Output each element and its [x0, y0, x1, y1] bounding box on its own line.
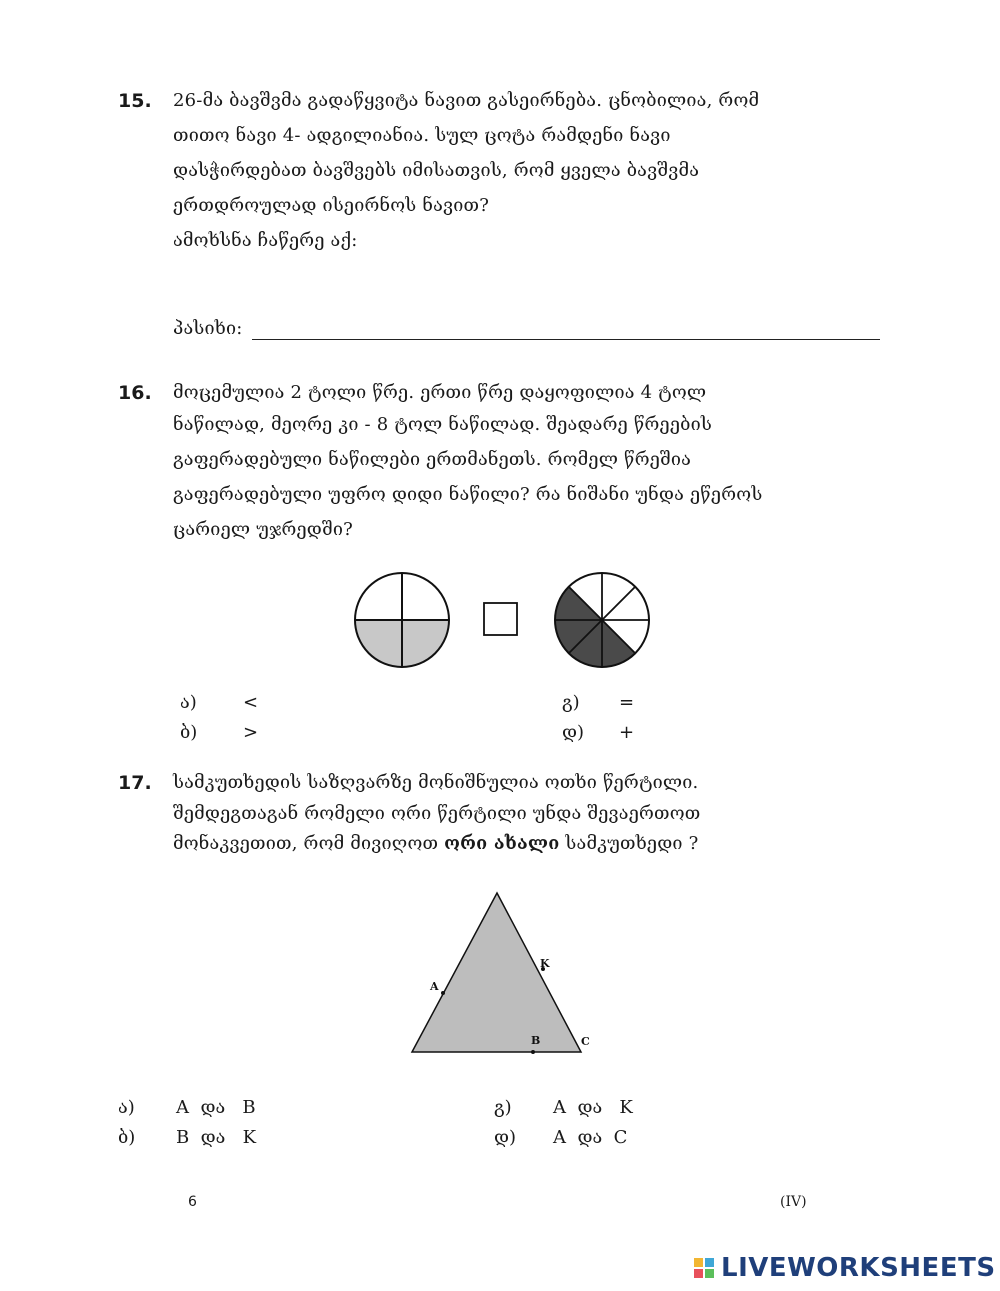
q17-option-a-label: ა) — [118, 1097, 135, 1118]
q15-answer-line[interactable] — [252, 339, 880, 340]
point-b-label: B — [531, 1034, 541, 1047]
q16-option-g-label: გ) — [562, 692, 580, 713]
triangle — [412, 893, 581, 1052]
q17-option-b-label: ბ) — [118, 1127, 136, 1148]
q16-option-a[interactable]: < — [243, 692, 259, 713]
q16-option-d[interactable]: + — [619, 722, 635, 743]
q16-option-g[interactable]: = — [619, 692, 635, 713]
liveworksheets-brand[interactable] — [693, 1251, 996, 1285]
point-a-marker — [441, 991, 445, 995]
liveworksheets-logo-icon — [693, 1257, 717, 1279]
q16-text-line: ცარიელ უჯრედში? — [173, 519, 353, 540]
q16-text-line: ნაწილად, მეორე კი - 8 ტოლ ნაწილად. შეადარე წრეების — [173, 414, 713, 435]
liveworksheets-wordmark: LIVEWORKSHEETS — [721, 1253, 996, 1283]
q17-option-d-label: დ) — [494, 1127, 517, 1148]
q16-option-b[interactable]: > — [243, 722, 259, 743]
page-number: 6 — [188, 1194, 197, 1210]
q16-circles-figure — [340, 560, 670, 680]
q17-text-line — [173, 833, 698, 854]
page-code: (IV) — [780, 1194, 807, 1210]
q15-text-line: დასჭირდებათ ბავშვებს იმისათვის, რომ ყველა ბავშვმა — [173, 160, 700, 181]
q16-option-d-label: დ) — [562, 722, 585, 743]
q15-text-line: 26-მა ბავშვმა გადაწყვიტა ნავით გასეირნება. ცნობილია, რომ — [173, 90, 760, 111]
point-b-marker — [531, 1050, 535, 1054]
q17-triangle-figure — [400, 885, 610, 1060]
q17-line3-pre: მონაკვეთით, რომ მივიღოთ — [173, 833, 445, 854]
q17-option-g[interactable]: A და K — [553, 1097, 633, 1118]
q16-number: 16. — [118, 382, 152, 404]
point-a-label: A — [430, 980, 439, 993]
q15-text-line: ამოხსნა ჩაწერე აქ: — [173, 230, 358, 251]
q15-text-line: თითო ნავი 4- ადგილიანია. სულ ცოტა რამდენი ნავი — [173, 125, 671, 146]
empty-answer-box — [484, 603, 517, 635]
q17-line3-post: სამკუთხედი ? — [559, 833, 699, 854]
q17-option-a[interactable]: A და B — [176, 1097, 256, 1118]
q16-text-line: მოცემულია 2 ტოლი წრე. ერთი წრე დაყოფილია 4 ტოლ — [173, 382, 707, 403]
q17-text-line: შემდეგთაგან რომელი ორი წერტილი უნდა შევაერთოთ — [173, 803, 701, 824]
q17-line3-bold: ორი ახალი — [444, 833, 560, 854]
q17-option-d[interactable]: A და C — [553, 1127, 628, 1148]
q17-option-b[interactable]: B და K — [176, 1127, 257, 1148]
q15-text-line: ერთდროულად ისეირნოს ნავით? — [173, 195, 490, 216]
q16-option-a-label: ა) — [180, 692, 197, 713]
q17-number: 17. — [118, 772, 152, 794]
q16-option-b-label: ბ) — [180, 722, 198, 743]
q15-answer-label: პასიხი: — [173, 318, 243, 339]
point-k-label: K — [540, 957, 550, 970]
q17-option-g-label: გ) — [494, 1097, 512, 1118]
q17-text-line: სამკუთხედის საზღვარზე მონიშნულია ოთხი წერტილი. — [173, 772, 699, 793]
q16-text-line: გაფერადებული ნაწილები ერთმანეთს. რომელ წრეშია — [173, 449, 692, 470]
point-c-label: C — [581, 1035, 590, 1048]
q16-text-line: გაფერადებული უფრო დიდი ნაწილი? რა ნიშანი უნდა ეწეროს — [173, 484, 763, 505]
q15-number: 15. — [118, 90, 152, 112]
